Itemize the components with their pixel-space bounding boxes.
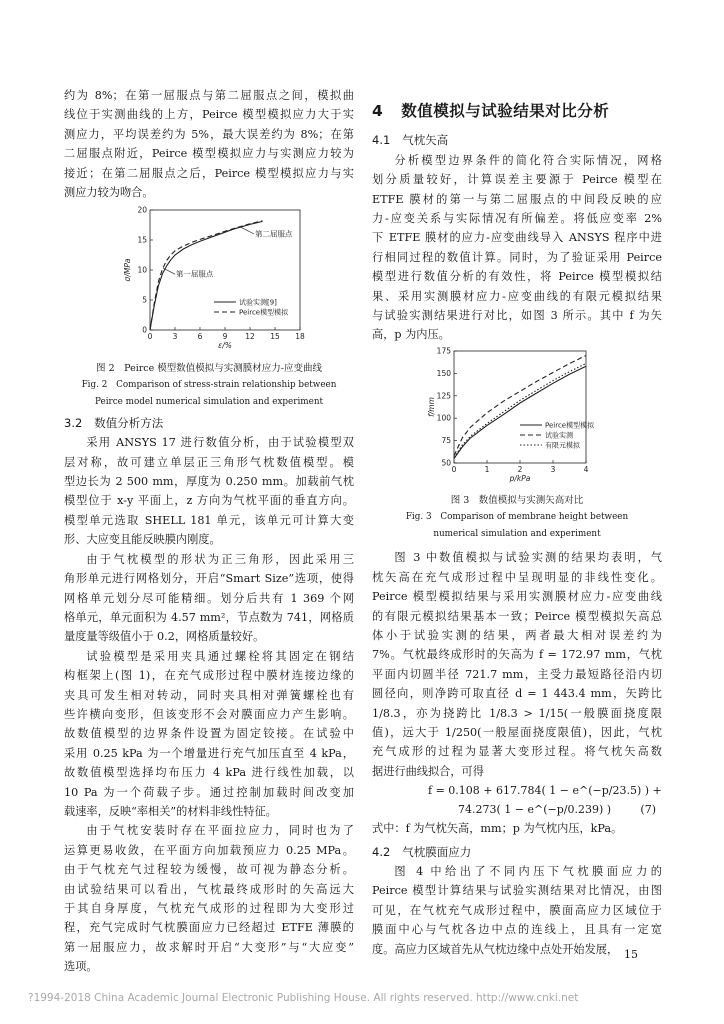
text-line: 格单元，单元面积为 4.57 mm²，节点数为 741，网格质 — [64, 610, 354, 624]
text-line: 充气成形的过程为显著大变形过程。将气枕矢高数 — [372, 745, 662, 759]
text-line: 行相同过程的数值计算。同时，为了验证采用 Peirce — [372, 250, 662, 264]
text-line: 由于气枕充气过程较为缓慢，故可视为静态分析。 — [64, 863, 354, 877]
formula-number: (7) — [640, 803, 656, 817]
text-line: 果、采用实测膜材应力-应变曲线的有限元模拟结果 — [372, 289, 662, 303]
section-number: 4.2 — [372, 844, 391, 859]
text-line: 平面内切圆半径 721.7 mm，主受力最短路径沿内切 — [372, 667, 662, 681]
text-line: 网格单元划分尽可能精细。划分后共有 1 369 个网 — [64, 591, 354, 605]
paragraph-2 — [64, 433, 354, 549]
text-line: 模型单元选取 SHELL 181 单元，该单元可计算大变 — [64, 513, 354, 527]
text-line: 采用 ANSYS 17 进行数值分析，由于试验模型双 — [86, 436, 354, 450]
formula-line-1: f = 0.108 + 617.784( 1 − e^(−p/23.5) ) + — [428, 784, 662, 798]
left-column — [64, 86, 354, 977]
y-tick-label: 20 — [137, 205, 147, 215]
text-line: 膜面中心与气枕各边中点的连线上，且具有一定宽 — [372, 923, 662, 937]
text-line: 由于气枕模型的形状为正三角形，因此采用三 — [86, 552, 354, 566]
text-line: 约为 8%；在第一屈服点与第二屈服点之间，模拟曲 — [64, 89, 354, 102]
text-line: 运算更易收敛，在平面方向加载预应力 0.25 MPa。 — [64, 843, 354, 857]
text-line: 接近；在第二屈服点之后，Peirce 模型模拟应力与实 — [64, 166, 354, 180]
figure-3-caption-en-2: numerical simulation and experiment — [433, 529, 601, 540]
figure-3 — [372, 345, 662, 542]
text-line: 于其自身厚度，气枕充气成形的过程即为大变形过 — [64, 902, 354, 915]
legend-label-3: 有限元模拟 — [545, 441, 580, 450]
annotation-leader — [163, 269, 175, 275]
section-4-1-heading — [372, 131, 662, 150]
y-tick-label: 5 — [142, 295, 147, 305]
x-tick-label: 12 — [245, 332, 255, 342]
text-line: 构框架上(图 1)，在充气成形过程中膜材连接边缘的 — [64, 669, 354, 683]
text-line: 1/8.3，亦为挠跨比 1/8.3 > 1/15(一般膜面挠度限 — [372, 706, 662, 720]
y-axis-label: σ/MPa — [123, 259, 132, 282]
y-tick-label: 150 — [436, 368, 451, 378]
x-tick-label: 1 — [484, 464, 490, 474]
x-tick-label: 15 — [270, 332, 280, 342]
text-line: 选项。 — [64, 960, 98, 974]
text-line: 分析模型边界条件的简化符合实际情况，网格 — [394, 153, 662, 167]
paragraph-3 — [64, 550, 354, 647]
y-tick-label: 75 — [441, 435, 451, 445]
copyright-footer: ?1994-2018 China Academic Journal Electronic Publishing House. All rights reserved. http://www.cnki.net — [28, 992, 579, 1004]
text-line: 下 ETFE 膜材的应力-应变曲线导入 ANSYS 程序中进 — [372, 231, 662, 245]
y-tick-label: 10 — [137, 265, 147, 275]
section-3-2-heading — [64, 414, 354, 433]
text-line: 采用 0.25 kPa 为一个增量进行充气加压直至 4 kPa， — [64, 746, 354, 760]
legend-label-2: Peirce模型模拟 — [239, 308, 289, 317]
text-line: 故数值模型的边界条件设置为固定铰接。在试验中 — [64, 727, 354, 741]
legend-label-1: 试验实测[9] — [239, 298, 277, 307]
y-tick-label: 50 — [441, 458, 451, 468]
figure-2-caption-en-2: Peirce model numerical simulation and experiment — [94, 396, 324, 407]
x-tick-label: 4 — [583, 464, 589, 474]
section-title: 气枕矢高 — [402, 133, 449, 148]
right-column — [372, 86, 662, 959]
figure-3-caption-cn: 图 3 数值模拟与实测矢高对比 — [450, 495, 584, 507]
text-line: 程，充气完成时气枕膜面应力已经超过 ETFE 薄膜的 — [64, 921, 354, 935]
figure-3-caption-en-1: Fig. 3 Comparison of membrane height between — [405, 512, 629, 523]
text-line: 层对称，故可建立单层正三角形气枕数值模型。模 — [64, 455, 354, 469]
text-line: 第一屈服应力，故求解时开启“大变形”与“大应变” — [64, 940, 354, 954]
formula-line-2-row — [372, 800, 662, 819]
y-tick-label: 175 — [436, 346, 451, 356]
x-axis-label: p/kPa — [509, 473, 531, 483]
text-line: 图 3 中数值模拟与试验实测的结果均表明，气 — [394, 551, 662, 565]
annotation-second-yield: 第二屈服点 — [255, 229, 293, 239]
paragraph-1 — [64, 86, 354, 202]
text-line: 划分质量较好，计算误差主要源于 Peirce 模型在 — [372, 173, 662, 187]
text-line: 由试验结果可以看出，气枕最终成形时的矢高远大 — [64, 882, 354, 896]
y-tick-label: 0 — [142, 325, 147, 335]
x-tick-label: 9 — [222, 332, 228, 342]
paragraph-5 — [64, 821, 354, 976]
figure-2-caption-en-1: Fig. 2 Comparison of stress-strain relationship between — [81, 379, 337, 390]
figure-3-chart — [372, 345, 662, 485]
text-line: 与试验实测结果进行对比，如图 3 所示。其中 f 为矢 — [372, 309, 662, 323]
text-line: 线位于实测曲线的上方，Peirce 模型模拟应力大于实 — [64, 108, 354, 122]
formula-note: 式中：f 为气枕矢高，mm；p 为气枕内压，kPa。 — [372, 822, 623, 836]
text-line: 的有限元模拟结果基本一致；Peirce 模型模拟矢高总 — [372, 609, 662, 623]
section-title: 气枕膜面应力 — [402, 844, 472, 859]
paragraph-7 — [372, 548, 662, 781]
text-line: 测应力较为吻合。 — [64, 186, 154, 200]
section-number: 3.2 — [64, 415, 83, 430]
text-line: 可见，在气枕充气成形过程中，膜面高应力区域位于 — [372, 903, 662, 917]
text-line: 度。高应力区域首先从气枕边缘中点处开始发展， — [372, 942, 619, 956]
x-tick-label: 6 — [197, 332, 203, 342]
y-tick-label: 125 — [436, 391, 451, 401]
text-line: 体小于试验实测的结果，两者最大相对误差约为 — [372, 628, 662, 642]
section-number: 4 — [372, 102, 384, 120]
section-4-heading — [372, 102, 662, 121]
section-title: 数值模拟与试验结果对比分析 — [401, 102, 610, 120]
text-line: 图 4 中给出了不同内压下气枕膜面应力的 — [394, 864, 662, 878]
text-line: 据进行曲线拟合，可得 — [372, 764, 484, 778]
figure-2 — [64, 202, 354, 409]
text-line: 型边长为 2 500 mm，厚度为 0.250 mm。加载前气枕 — [64, 475, 354, 489]
text-line: 高，p 为内压。 — [372, 328, 450, 342]
text-line: Peirce 模型计算结果与试验实测结果对比情况，由图 — [372, 884, 662, 898]
text-line: 夹具可发生相对转动，同时夹具相对弹簧螺栓也有 — [64, 688, 354, 702]
annotation-leader — [240, 227, 254, 234]
text-line: 故数值模型选择均布压力 4 kPa 进行线性加载，以 — [64, 766, 354, 780]
formula-7 — [372, 781, 662, 819]
x-tick-label: 0 — [147, 332, 153, 342]
text-line: 圆径向，则净跨可取直径 d = 1 443.4 mm，矢跨比 — [372, 687, 662, 701]
paragraph-8 — [372, 862, 662, 959]
paragraph-6 — [372, 151, 662, 345]
x-tick-label: 2 — [517, 464, 523, 474]
formula-line-2: 74.273( 1 − e^(−p/0.239) ) — [458, 803, 612, 817]
text-line: 量度量等级值小于 0.2，网格质量较好。 — [64, 630, 265, 644]
x-tick-label: 3 — [172, 332, 178, 342]
y-tick-label: 15 — [137, 235, 147, 245]
text-line: Peirce 模型模拟结果与采用实测膜材应力-应变曲线 — [372, 590, 662, 604]
section-4-2-heading — [372, 843, 662, 862]
y-tick-label: 100 — [436, 413, 451, 423]
x-tick-label: 0 — [451, 464, 457, 474]
text-line: 测应力，平均误差约为 5%，最大误差约为 8%；在第 — [64, 127, 354, 141]
text-line: 角形单元进行网格划分，开启“Smart Size”选项，使得 — [64, 572, 354, 586]
legend-label-1: Peirce模型模拟 — [545, 421, 595, 430]
text-line: 值)，远大于 1/250(一般屋面挠度限值)，因此，气枕 — [372, 725, 662, 739]
section-number: 4.1 — [372, 133, 391, 148]
text-line: 模型位于 x-y 平面上，z 方向为气枕平面的垂直方向。 — [64, 494, 354, 508]
x-tick-label: 3 — [550, 464, 556, 474]
text-line: 载速率，反映“率相关”的材料非线性特征。 — [64, 804, 277, 818]
page-number: 15 — [624, 948, 638, 961]
text-line: ETFE 膜材的第一与第二屈服点的中间段反映的应 — [372, 192, 662, 206]
x-axis-label: ε/% — [218, 341, 232, 351]
text-line: 力-应变关系与实际情况有所偏差。将低应变率 2% — [372, 212, 662, 226]
annotation-first-yield: 第一屈服点 — [175, 270, 214, 280]
text-line: 由于气枕安装时存在平面拉应力，同时也为了 — [86, 824, 354, 838]
y-axis-label: f/mm — [427, 396, 436, 417]
text-line: 10 Pa 为一个荷载子步。通过控制加载时间改变加 — [64, 785, 354, 799]
text-line: 二屈服点附近，Peirce 模型模拟应力与实测应力较为 — [64, 147, 354, 161]
text-line: 试验模型是采用夹具通过螺栓将其固定在钢结 — [86, 649, 354, 663]
text-line: 枕矢高在充气成形过程中呈现明显的非线性变化。 — [372, 570, 662, 584]
figure-2-chart — [64, 202, 354, 352]
x-tick-label: 18 — [295, 332, 305, 342]
text-line: 形、大应变且能反映膜内刚度。 — [64, 533, 221, 547]
text-line: 模型进行数值分析的有效性，将 Peirce 模型模拟结 — [372, 270, 662, 284]
text-line: 7%。气枕最终成形时的矢高为 f = 172.97 mm，气枕 — [372, 648, 662, 662]
figure-2-caption-cn: 图 2 Peirce 模型数值模拟与实测膜材应力-应变曲线 — [96, 362, 322, 374]
legend-label-2: 试验实测 — [545, 431, 573, 440]
section-title: 数值分析方法 — [94, 415, 164, 430]
text-line: 些许横向变形，但该变形不会对膜面应力产生影响。 — [64, 707, 354, 721]
paragraph-4 — [64, 647, 354, 822]
